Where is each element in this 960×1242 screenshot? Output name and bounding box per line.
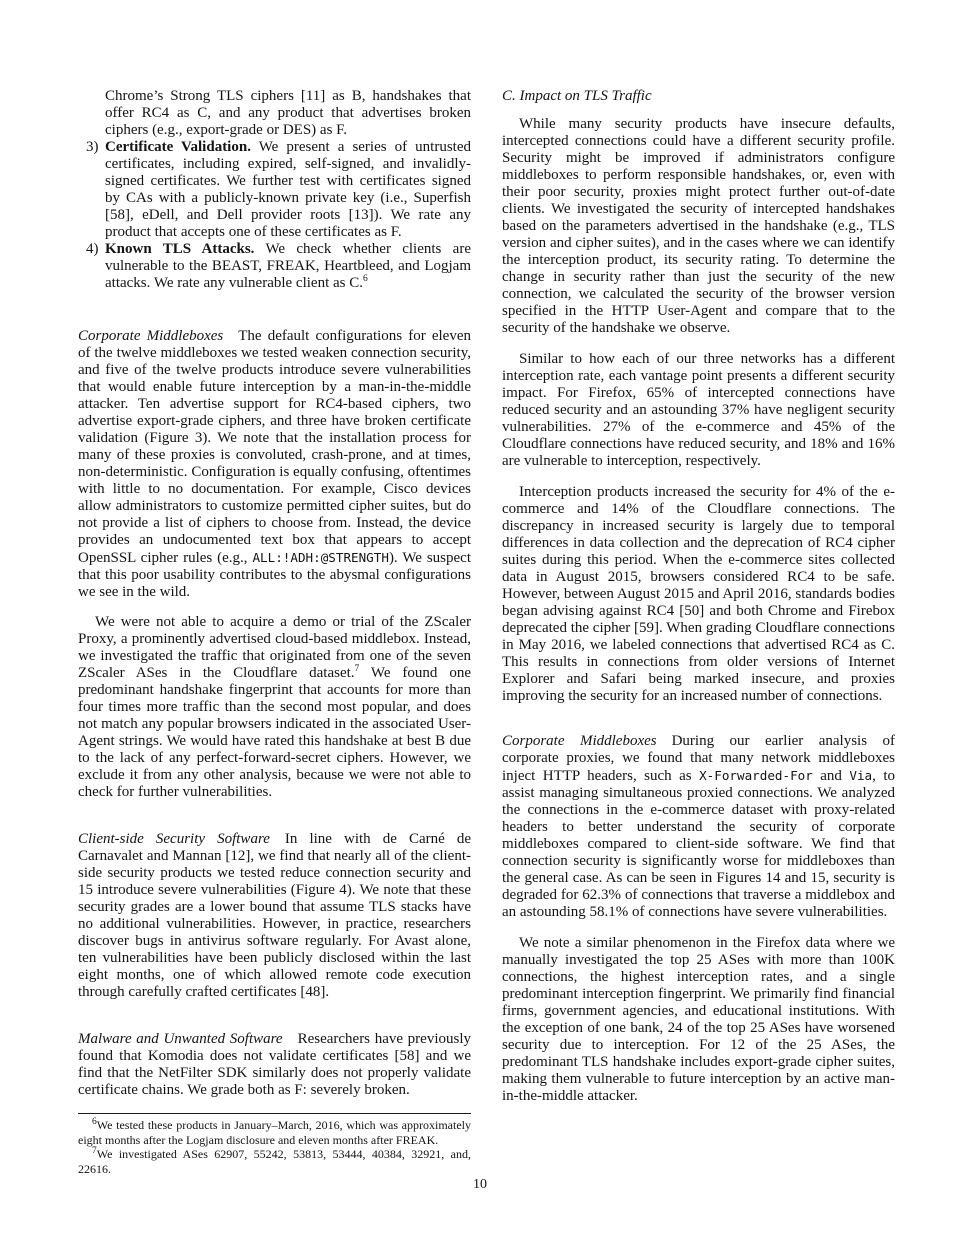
text-run: We present a series of untrusted certificates, including expired, self-signed, and invalidly-signed certificates. We further test with certificates signed by CAs with a publicly-known private key (i.e., Superfish [58], eDell, and Dell provider roots [13]). We rate any product that accepts one of these certificates as F. — [105, 139, 471, 240]
text-run: ALL:!ADH:@STRENGTH — [252, 550, 389, 565]
text-run: We tested these products in January–March, 2016, which was approximately eight months after the Logjam disclosure and eleven months after FREAK. — [78, 1118, 471, 1147]
paragraph-corporate-middleboxes-left — [78, 328, 471, 601]
text-run: 6 — [363, 274, 368, 284]
text-run: Chrome’s Strong TLS ciphers [11] as B, handshakes that offer RC4 as C, and any product that advertises broken ciphers (e.g., export-grade or DES) as F. — [105, 88, 471, 138]
paragraph-malware-unwanted-software — [78, 1031, 471, 1099]
text-run: We investigated ASes 62907, 55242, 53813, 53444, 40384, 32921, and, 22616. — [78, 1147, 471, 1176]
list-item-3-text — [105, 139, 471, 241]
paragraph-client-side-security-software — [78, 831, 471, 1001]
text-run: We were not able to acquire a demo or trial of the ZScaler Proxy, a prominently advertised cloud-based middlebox. Instead, we investigated the traffic that originated from one of the seven ZScaler ASes in the Cloudflare dataset. — [78, 614, 471, 681]
list-item-3-number: 3) — [86, 139, 99, 155]
text-run: and — [812, 768, 850, 784]
text-run: The default configurations for eleven of the twelve middleboxes we tested weaken connection security, and five of the twelve products introduce severe vulnerabilities that would enable future interception by a man-in-the-middle attacker. Ten advertise support for RC4-based ciphers, two advertise export-grade ciphers, and three have broken certificate validation (Figure 3). We note that the installation process for many of these proxies is convoluted, crash-prone, and at times, non-deterministic. Configuration is equally confusing, oftentimes with little to no documentation. For example, Cisco devices allow administrators to customize permitted cipher suites, but do not provide a list of ciphers to choose from. Instead, the device provides an undocumented text box that appears to accept OpenSSL cipher rules (e.g., — [78, 328, 471, 566]
footnotes-section — [78, 1113, 471, 1176]
paragraph-impact-intro — [502, 116, 895, 337]
paragraph-firefox-ases — [502, 935, 895, 1105]
text-run: During our earlier analysis of corporate proxies, we found that many network middleboxes inject HTTP headers, such as — [502, 733, 895, 784]
footnote-6 — [78, 1118, 471, 1147]
list-item-4-text — [105, 241, 471, 292]
page-number: 10 — [473, 1177, 487, 1192]
text-run: Client-side Security Software — [78, 831, 270, 847]
text-run: Corporate Middleboxes — [502, 733, 657, 749]
text-run: While many security products have insecure defaults, intercepted connections could have a different security profile. Security might be improved if administrators configure middleboxes to perform responsible handshakes, or, even with their poor security, proxies might protect further out-of-date clients. We investigated the security of intercepted handshakes based on the parameters advertised in the handshake (e.g., TLS version and cipher suites), and in the cases where we can identify the interception product, its security rating. To determine the change in security rather than just the security of the new connection, we calculated the security of the browser version specified in the HTTP User-Agent and compare that to the security of the handshake we observe. — [502, 116, 895, 336]
text-run: , to assist managing simultaneous proxied connections. We analyzed the connections in the e-commerce dataset with proxy-related headers to better understand the security of corporate middleboxes compared to client-side software. We find that connection security is significantly worse for middleboxes than the general case. As can be seen in Figures 14 and 15, security is degraded for 62.3% of connections that traverse a middlebox and an astounding 58.1% of connections have severe vulnerabilities. — [502, 768, 895, 920]
text-run: Via — [849, 768, 873, 783]
text-run: 7 — [92, 1146, 97, 1157]
text-run: Malware and Unwanted Software — [78, 1031, 283, 1047]
left-column — [78, 88, 471, 1176]
list-item-4-number: 4) — [86, 241, 99, 257]
text-run: Corporate Middleboxes — [78, 328, 224, 344]
list-item-2-continuation — [105, 88, 471, 139]
footnote-7 — [78, 1147, 471, 1176]
text-run: We check whether clients are vulnerable to the BEAST, FREAK, Heartbleed, and Logjam attacks. We rate any vulnerable client as C. — [105, 241, 471, 291]
list-item-3 — [78, 139, 471, 241]
text-run: X-Forwarded-For — [699, 768, 813, 783]
text-run: 6 — [92, 1117, 97, 1127]
subsection-heading-impact-on-tls-traffic: C. Impact on TLS Traffic — [502, 88, 652, 104]
paragraph-zscaler — [78, 614, 471, 801]
paragraph-vantage-points — [502, 351, 895, 470]
text-run: We note a similar phenomenon in the Firefox data where we manually investigated the top 25 ASes with more than 100K connections, the highest interception rates, and a single predominant interception fingerprint. We primarily find financial firms, government agencies, and educational institutions. With the exception of one bank, 24 of the top 25 ASes have worsened security due to interception. For 12 of the 25 ASes, the predominant TLS handshake includes export-grade cipher suites, making them vulnerable to future interception by an active man-in-the-middle attacker. — [502, 935, 895, 1104]
text-run: 7 — [354, 664, 360, 674]
text-run: Similar to how each of our three networks has a different interception rate, each vantage point presents a different security impact. For Firefox, 65% of intercepted connections have reduced security and an astounding 37% have negligent security vulnerabilities. 27% of the e-commerce and 45% of the Cloudflare connections have reduced security, and 18% and 16% are vulnerable to interception, respectively. — [502, 351, 895, 469]
text-run: ). We suspect that this poor usability contributes to the abysmal configurations we see in the wild. — [78, 550, 471, 600]
text-run: In line with de Carné de Carnavalet and Mannan [12], we find that nearly all of the client-side security products we tested reduce connection security and 15 introduce severe vulnerabilities (Figure 4). We note that these security grades are a lower bound that assume TLS stacks have no additional vulnerabilities. However, in practice, researchers discover bugs in antivirus software regularly. For Avast alone, ten vulnerabilities have been publicly disclosed within the last eight months, one of which allowed remote code execution through carefully crafted certificates [48]. — [78, 831, 472, 1000]
text-run: Known TLS Attacks. — [105, 241, 255, 257]
list-item-4 — [78, 241, 471, 292]
text-run: Certificate Validation. — [105, 139, 251, 155]
paragraph-increased-security — [502, 484, 895, 705]
text-run: We found one predominant handshake fingerprint that accounts for more than four times more traffic than the second most popular, and does not match any popular browsers indicated in the associated User-Agent strings. We would have rated this handshake at best B due to the lack of any perfect-forward-secret ciphers. However, we exclude it from any other analysis, because we were not able to check for further vulnerabilities. — [78, 665, 471, 800]
text-run: Researchers have previously found that Komodia does not validate certificates [58] and we find that the NetFilter SDK similarly does not properly validate certificate chains. We grade both as F: severely broken. — [78, 1031, 471, 1098]
text-run: Interception products increased the security for 4% of the e-commerce and 14% of the Cloudflare connections. The discrepancy in increased security is largely due to temporal differences in data collection and the deprecation of RC4 cipher suites during this period. When the e-commerce sites collected data in August 2015, browsers considered RC4 to be safe. However, between August 2015 and April 2016, standards bodies began advising against RC4 [50] and both Chrome and Firebox deprecated the cipher [59]. When grading Cloudflare connections in May 2016, we labeled connections that advertised RC4 as C. This results in connections from older versions of Internet Explorer and Safari being marked insecure, and proxies improving the security for an increased number of connections. — [502, 484, 895, 704]
paragraph-corporate-middleboxes-right — [502, 733, 895, 921]
right-column — [502, 88, 895, 1105]
